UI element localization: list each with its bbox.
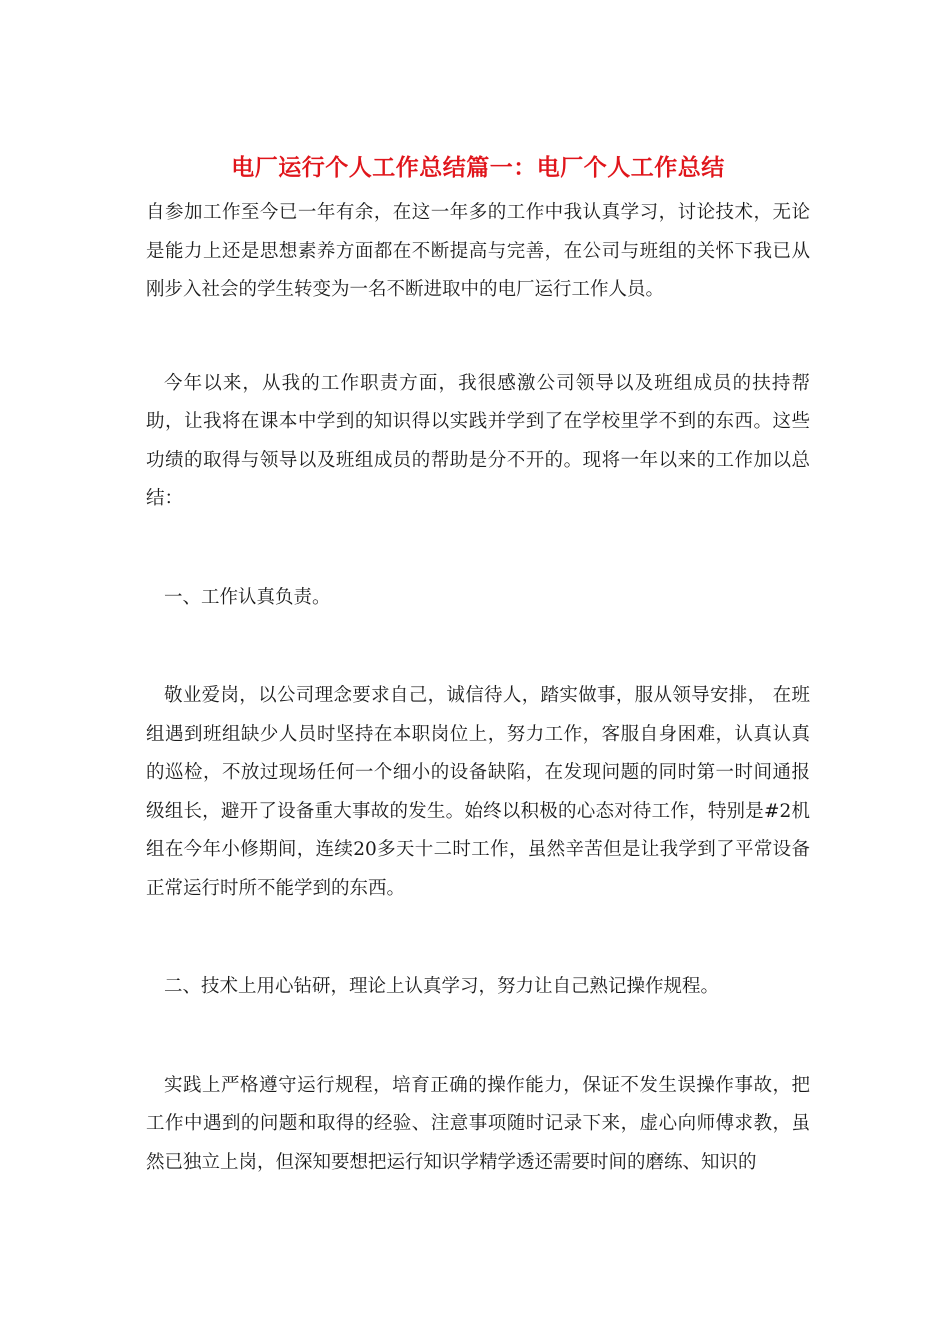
paragraph-section-1: 敬业爱岗，以公司理念要求自己，诚信待人，踏实做事，服从领导安排， 在班组遇到班组缺少人员时坚持在本职岗位上，努力工作，客服自身困难，认真认真的巡检，不放过现场任何一个细小的设备缺陷，在发现问题的同时第一时间通报级组长，避开了设备重大事故的发生。始终以积极的心态对待工作，特别是#2机组在今年小修期间，连续20多天十二时工作，虽然辛苦但是让我学到了平常设备正常运行时所不能学到的东西。 [146, 685, 810, 899]
section-heading-2: 二、技术上用心钻研，理论上认真学习，努力让自己熟记操作规程。 [164, 976, 720, 997]
section-heading-1: 一、工作认真负责。 [164, 586, 331, 608]
document-title: 电厂运行个人工作总结篇一：电厂个人工作总结 [231, 154, 725, 181]
paragraph-section-2: 实践上严格遵守运行规程，培育正确的操作能力，保证不发生误操作事故，把工作中遇到的问题和取得的经验、注意事项随时记录下来，虚心向师傅求教，虽然已独立上岗，但深知要想把运行知识学精学透还需要时间的磨练、知识的 [146, 1074, 810, 1173]
document-body [146, 148, 810, 1182]
paragraph-intro: 自参加工作至今已一年有余，在这一年多的工作中我认真学习，讨论技术，无论是能力上还是思想素养方面都在不断提高与完善，在公司与班组的关怀下我已从刚步入社会的学生转变为一名不断进取中的电厂运行工作人员。 [146, 202, 810, 300]
paragraph-overview: 今年以来，从我的工作职责方面，我很感激公司领导以及班组成员的扶持帮助，让我将在课本中学到的知识得以实践并学到了在学校里学不到的东西。这些功绩的取得与领导以及班组成员的帮助是分不开的。现将一年以来的工作加以总结： [146, 372, 810, 509]
